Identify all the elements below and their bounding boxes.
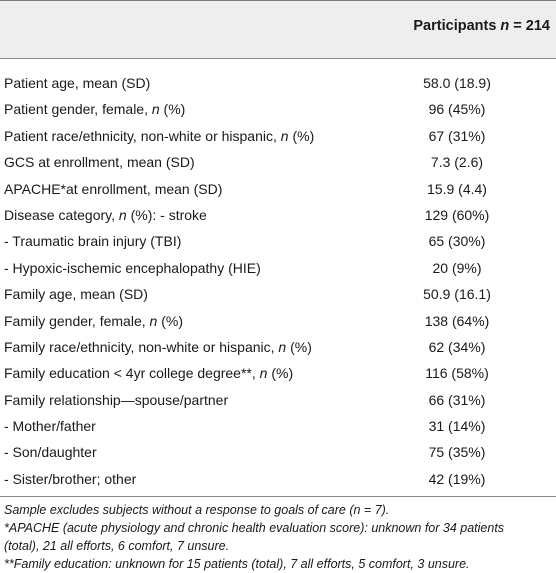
row-label-suffix: (%) (159, 101, 186, 118)
row-label (4, 123, 314, 149)
table-row (0, 308, 556, 334)
table-row (0, 360, 556, 386)
row-label-suffix: (%) (267, 365, 294, 382)
row-label-n: n (280, 127, 289, 144)
row-label: APACHE*at enrollment, mean (SD) (4, 180, 223, 197)
row-value: 65 (30%) (428, 233, 486, 250)
column-header-participants (413, 18, 550, 34)
table-row (0, 466, 556, 492)
row-label: - Son/daughter (4, 444, 97, 461)
table-row (0, 123, 556, 149)
column-header-count: = 214 (509, 18, 550, 34)
row-label-text: Disease category, (4, 206, 119, 223)
row-value: 66 (31%) (428, 391, 486, 408)
footnote-apache: *APACHE (acute physiology and chronic health evaluation score): unknown for 34 patients (4, 521, 505, 535)
table-row (0, 70, 556, 96)
row-label-suffix: (%) (286, 338, 312, 355)
table-row (0, 96, 556, 122)
row-label-text: Patient gender, female, (4, 101, 152, 118)
row-value: 138 (64%) (424, 312, 490, 329)
row-label (4, 96, 185, 122)
row-label (4, 202, 207, 228)
row-value: 20 (9%) (432, 259, 482, 276)
column-header-text: Participants (413, 18, 501, 34)
row-label-n: n (149, 312, 158, 329)
row-label (4, 334, 312, 360)
row-label-suffix: (%): - stroke (126, 206, 207, 223)
row-label (4, 308, 183, 334)
row-value: 62 (34%) (428, 338, 486, 355)
table-row (0, 176, 556, 202)
table-row (0, 413, 556, 439)
row-label-suffix: (%) (157, 312, 183, 329)
row-label-text: Family gender, female, (4, 312, 150, 329)
table-row (0, 202, 556, 228)
row-label-n: n (259, 365, 268, 382)
table-row (0, 387, 556, 413)
table-row (0, 255, 556, 281)
row-label: Patient age, mean (SD) (4, 75, 151, 91)
footnote-sample: Sample excludes subjects without a response to goals of care (n = 7). (4, 503, 390, 517)
table-row (0, 281, 556, 307)
row-value: 96 (45%) (428, 101, 486, 118)
row-value: 31 (14%) (428, 418, 486, 435)
table-row (0, 149, 556, 175)
row-label-text: Patient race/ethnicity, non-white or hispanic, (4, 127, 281, 144)
row-label: - Mother/father (4, 418, 96, 435)
row-label-n: n (118, 206, 127, 223)
row-label-text: Family race/ethnicity, non-white or hispanic, (4, 338, 279, 355)
row-value: 58.0 (18.9) (423, 75, 491, 91)
row-label: GCS at enrollment, mean (SD) (4, 154, 195, 171)
row-value: 75 (35%) (428, 444, 486, 461)
row-label-suffix: (%) (288, 127, 315, 144)
table-row (0, 228, 556, 254)
table-row (0, 439, 556, 465)
header-rule (0, 58, 556, 59)
table-header (0, 0, 556, 59)
row-value: 50.9 (16.1) (423, 286, 491, 303)
row-value: 42 (19%) (428, 470, 486, 487)
row-label: - Hypoxic-ischemic encephalopathy (HIE) (4, 259, 261, 276)
row-label-n: n (151, 101, 160, 118)
row-label: - Traumatic brain injury (TBI) (4, 233, 182, 250)
row-value: 129 (60%) (424, 206, 490, 223)
column-header-n: n (500, 18, 510, 34)
row-label-text: Family education < 4yr college degree**, (4, 365, 260, 382)
row-label: Family age, mean (SD) (4, 286, 148, 303)
row-label-n: n (278, 338, 287, 355)
table-row (0, 334, 556, 360)
row-value: 7.3 (2.6) (430, 154, 484, 171)
row-value: 116 (58%) (425, 365, 489, 382)
row-value: 67 (31%) (428, 127, 486, 144)
row-label (4, 360, 293, 386)
footnote-apache-cont: (total), 21 all efforts, 6 comfort, 7 unsure. (4, 539, 230, 553)
footnote-education: **Family education: unknown for 15 patients (total), 7 all efforts, 5 comfort, 3 unsure. (4, 557, 470, 571)
table-footnotes (4, 501, 552, 573)
row-label: Family relationship—spouse/partner (4, 391, 229, 408)
bottom-rule (0, 496, 556, 497)
row-label: - Sister/brother; other (4, 470, 137, 487)
table-body (0, 70, 556, 492)
row-value: 15.9 (4.4) (427, 180, 487, 197)
